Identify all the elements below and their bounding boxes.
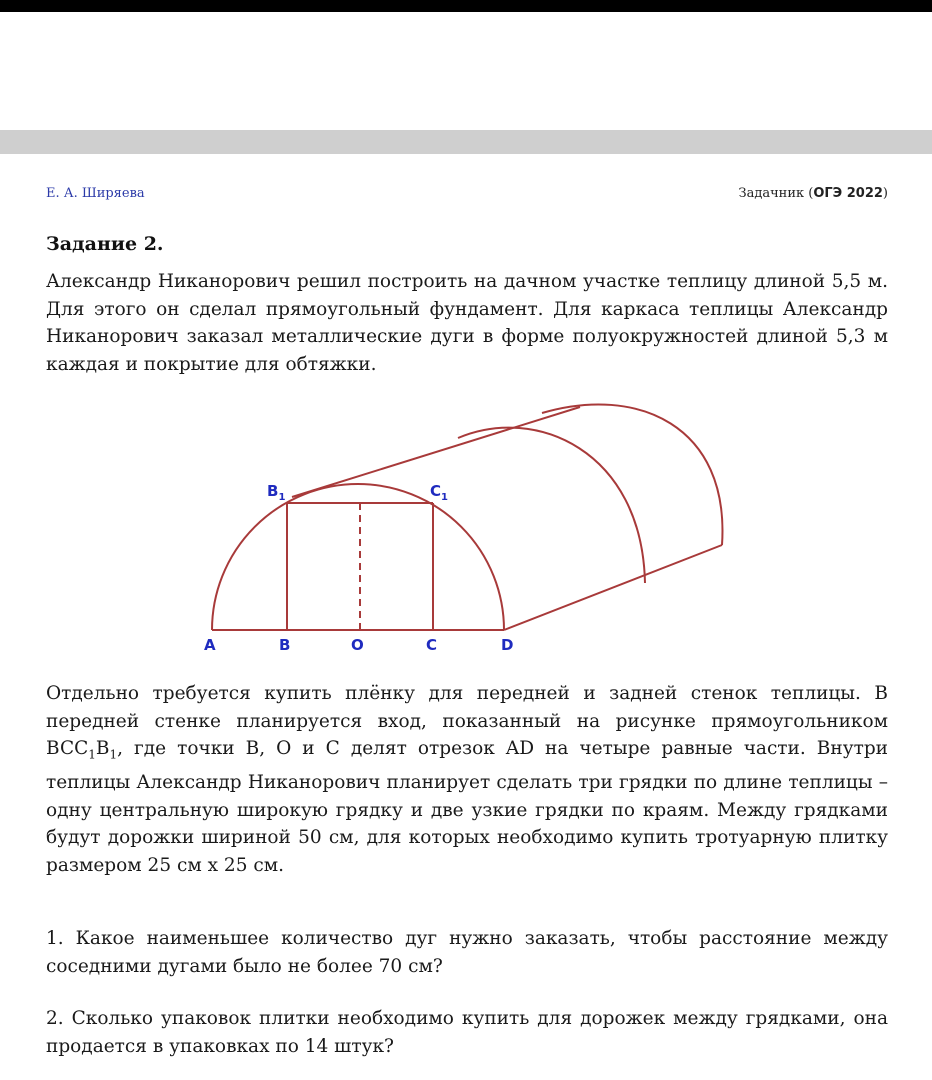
label-B: B [279, 636, 291, 654]
label-B1-sub: 1 [278, 492, 286, 503]
label-C1-sub: 1 [441, 492, 448, 503]
label-B1-main: B [267, 482, 279, 500]
label-A: A [204, 636, 216, 654]
header-book-bold: ОГЭ 2022 [813, 186, 883, 201]
header-book-suffix: ) [882, 186, 888, 201]
desc-part1: Отдельно требуется купить плёнку для передней и задней стенок теплицы. В передней стенке планируется вход, показанный на рисунке прямоугольником BCC [46, 683, 888, 759]
desc-sub1: 1 [88, 747, 96, 762]
label-C1 [430, 482, 448, 503]
bottom-side-line [504, 545, 722, 630]
question-2: 2. Сколько упаковок плитки необходимо купить для дорожек между грядками, она продается в упаковках по 14 штук? [46, 1008, 888, 1057]
top-bar [0, 0, 932, 12]
header-author: Е. А. Ширяева [46, 186, 145, 201]
task-description [46, 680, 888, 879]
label-D: D [501, 636, 514, 654]
desc-sub2: 1 [109, 747, 118, 762]
desc-part3: , где точки B, O и C делят отрезок AD на четыре равные части. Внутри теплицы Александр Никанорович планирует сделать три грядки по длине теплицы – одну центральную широкую грядку и две узкие грядки по краям. Между грядками будут дорожки шириной 50 см, для которых необходимо купить тротуарную плитку размером 25 см х 25 см. [46, 738, 888, 876]
back-arc [542, 404, 722, 545]
header-book-prefix: Задачник ( [738, 186, 814, 201]
greenhouse-figure [190, 395, 750, 665]
front-arc [212, 484, 504, 630]
task-title: Задание 2. [46, 233, 164, 255]
header-book-title [738, 186, 888, 201]
label-C: C [426, 636, 438, 654]
desc-part2: B [95, 738, 110, 759]
label-C1-main: C [430, 482, 442, 500]
label-B1 [267, 482, 285, 503]
label-O: O [351, 636, 364, 654]
task-intro: Александр Никанорович решил построить на дачном участке теплицу длиной 5,5 м. Для этого он сделал прямоугольный фундамент. Для каркаса теплицы Александр Никанорович заказал металлические дуги в форме полуокружностей длиной 5,3 м каждая и покрытие для обтяжки. [46, 271, 888, 375]
page-separator [0, 130, 932, 154]
question-1: 1. Какое наименьшее количество дуг нужно заказать, чтобы расстояние между соседними дугами было не более 70 см? [46, 928, 888, 977]
